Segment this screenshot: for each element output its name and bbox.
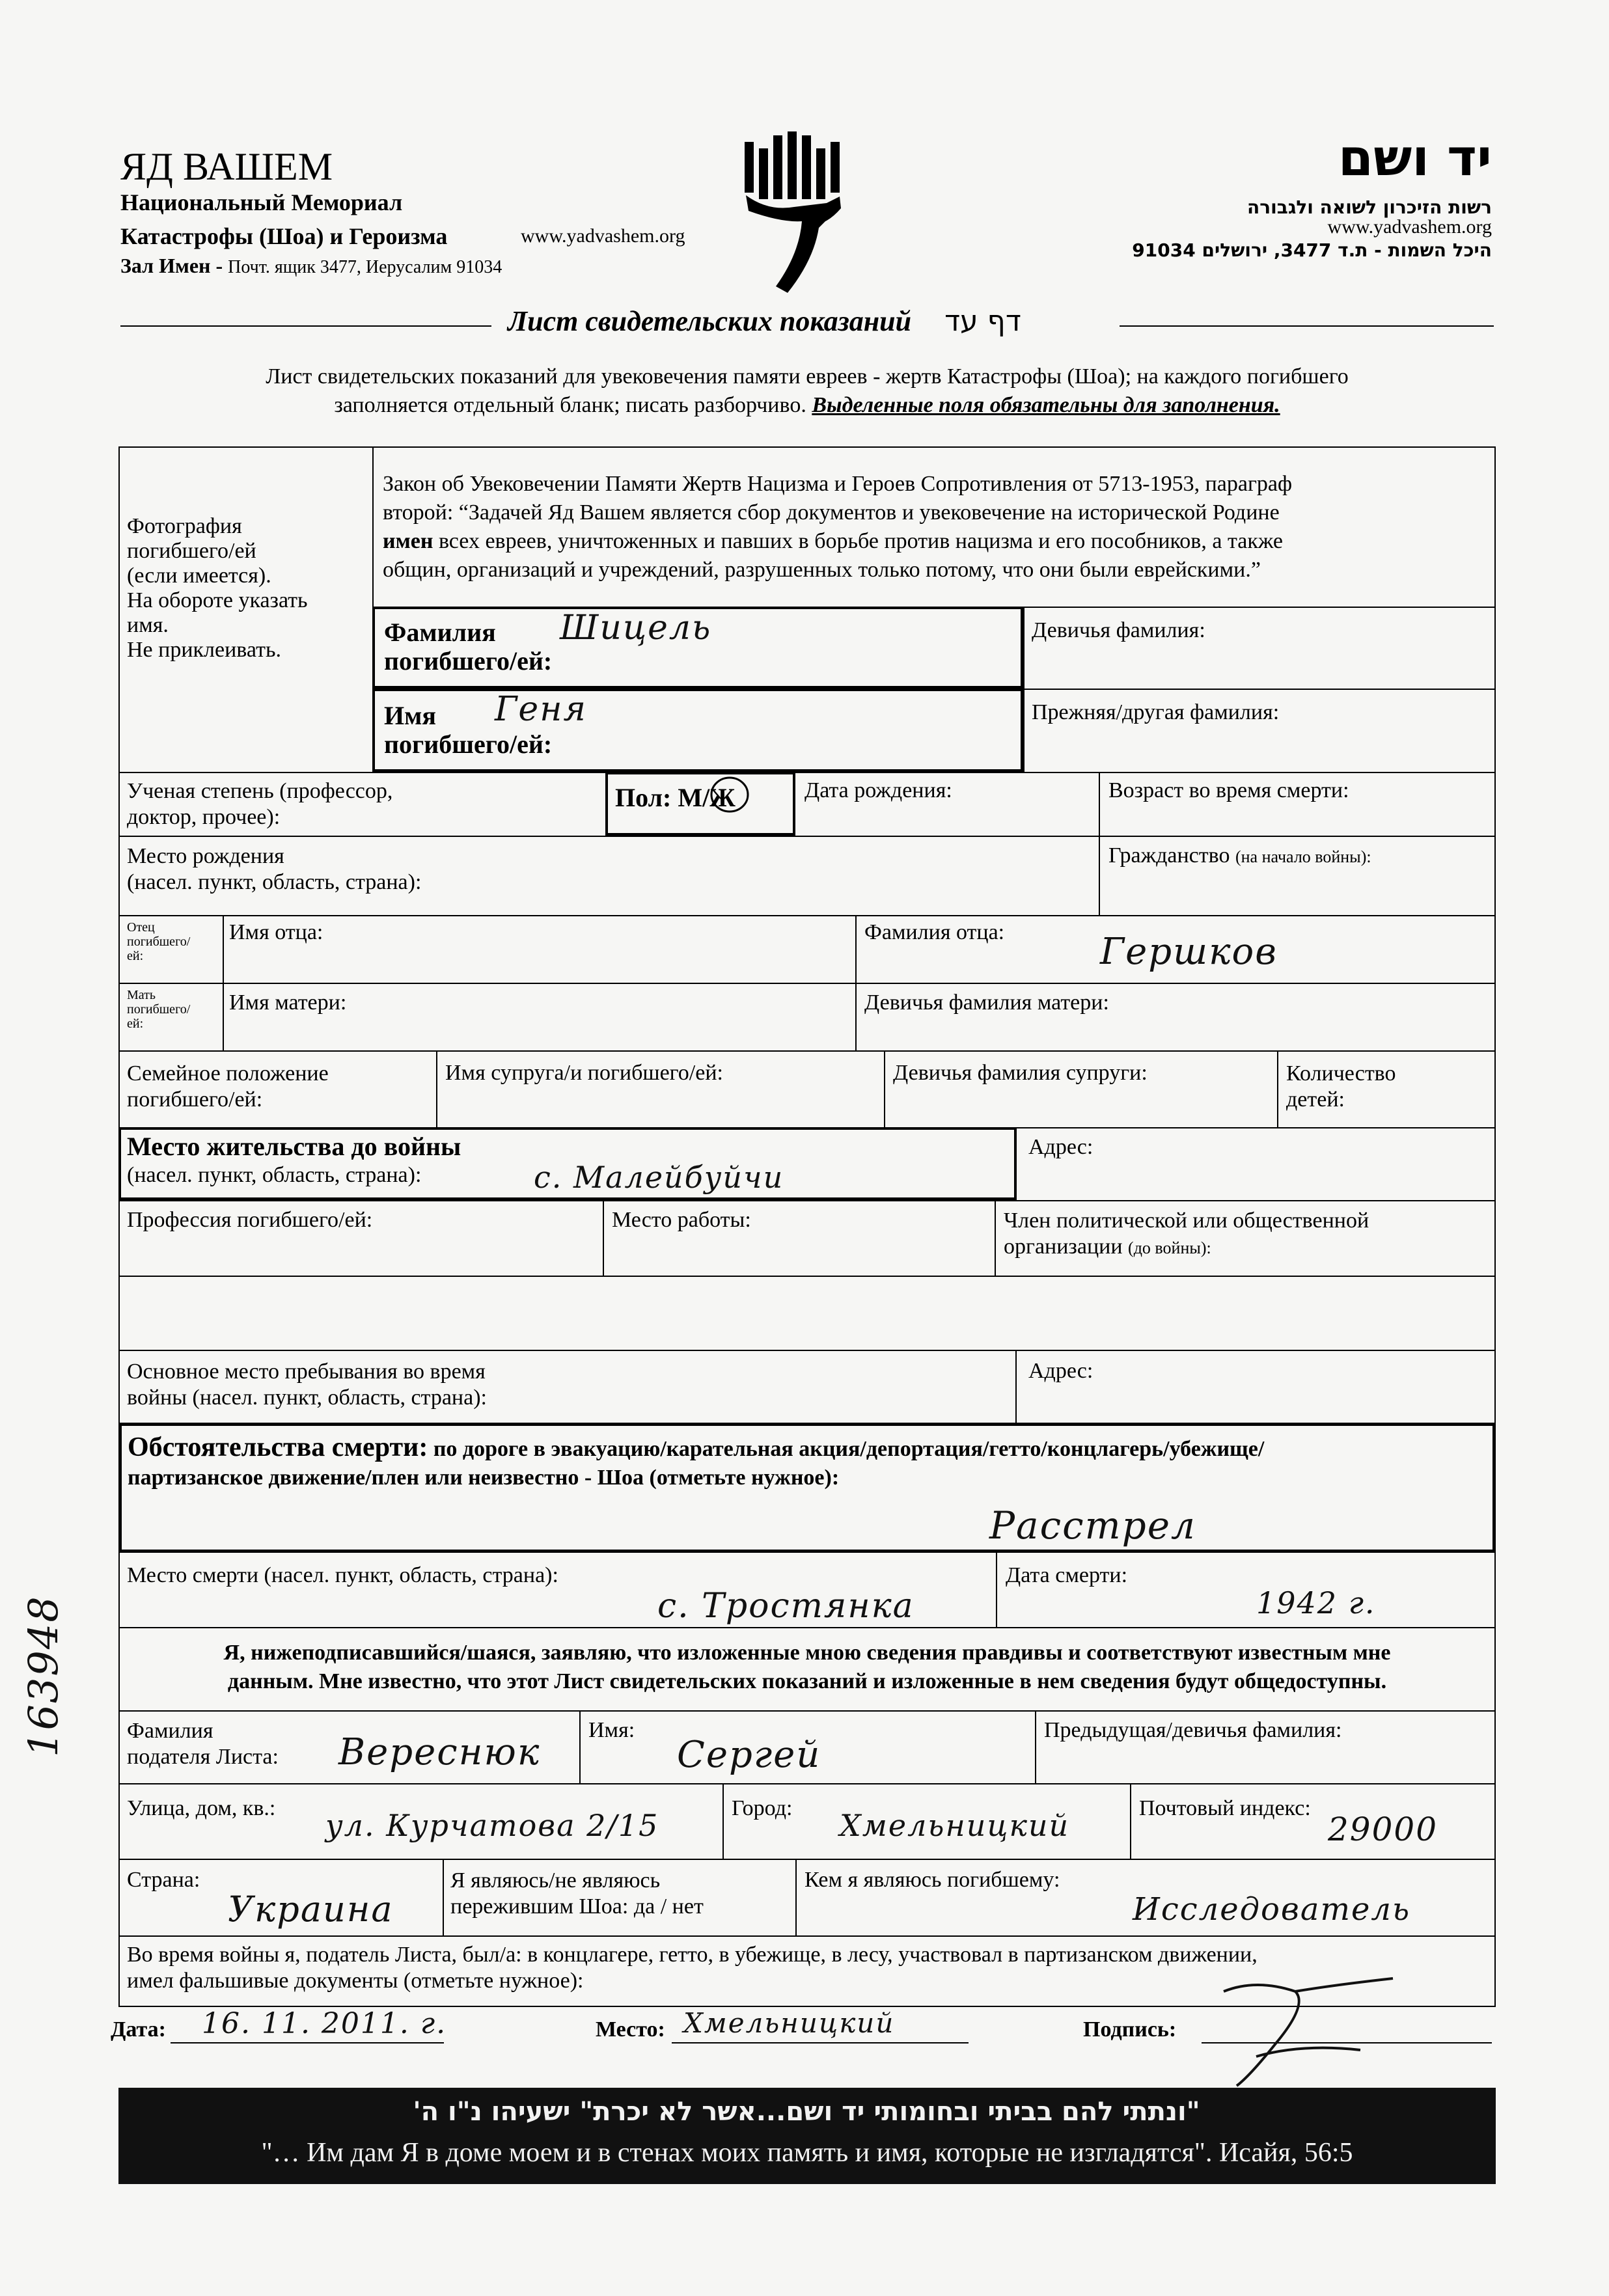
- rule: [1099, 772, 1100, 836]
- hall-of-names-address: Почт. ящик 3477, Иерусалим 91034: [228, 257, 502, 277]
- website-right: www.yadvashem.org: [1327, 216, 1492, 238]
- footer-quote-band: [118, 2088, 1496, 2184]
- submitter-wartime-label: Во время войны я, податель Листа, был/а: в концлагере, гетто, в убежище, в лесу, участвовал в партизанском движении, имел фальшивые документы (отметьте нужное):: [127, 1943, 1258, 1993]
- sign-place-value: Хмельницкий: [683, 2007, 895, 2039]
- he-address: היכל השמות - ת.ד 3477, ירושלים 91034: [1132, 239, 1492, 261]
- photo-note-line: Не приклеивать.: [127, 638, 281, 662]
- rule: [118, 1276, 1496, 1277]
- rule: [118, 915, 1496, 916]
- submitter-name-label: Имя:: [588, 1718, 635, 1742]
- sign-date-value: 16. 11. 2011. г.: [202, 2007, 447, 2040]
- residence-address-label: Адрес:: [1028, 1135, 1093, 1159]
- death-date-value: 1942 г.: [1256, 1585, 1376, 1620]
- photo-note-line: (если имеется).: [127, 564, 271, 588]
- country-label: Страна:: [127, 1868, 200, 1892]
- victim-surname-value: Шицель: [560, 608, 712, 648]
- law-line: общин, организаций и учреждений, разрушенных только потому, что они были еврейскими.”: [383, 558, 1261, 582]
- law-line: Закон об Увековечении Памяти Жертв Нацизма и Героев Сопротивления от 5713-1953, параграф: [383, 472, 1293, 496]
- rule: [794, 772, 795, 836]
- rule: [1130, 1783, 1131, 1859]
- gender-label: Пол: М/Ж: [615, 783, 736, 812]
- zip-value: 29000: [1328, 1811, 1438, 1848]
- rule: [603, 1200, 604, 1276]
- sign-date-label: Дата:: [111, 2017, 166, 2042]
- sign-date-line: [171, 2042, 444, 2043]
- mother-name-label: Имя матери:: [229, 991, 347, 1015]
- city-value: Хмельницкий: [840, 1808, 1070, 1843]
- rule: [118, 1710, 1496, 1712]
- submitter-surname-value: Вереснюк: [338, 1731, 541, 1773]
- residence-label: Место жительства до войны (насел. пункт, область, страна):: [127, 1132, 461, 1187]
- organization-label: Член политической или общественной организации (до войны):: [1004, 1209, 1369, 1259]
- rule: [884, 1050, 885, 1127]
- org-name-ru: ЯД ВАШЕМ: [120, 145, 333, 188]
- rule: [118, 772, 1496, 773]
- website-left: www.yadvashem.org: [521, 225, 685, 247]
- law-line: имен всех евреев, уничтоженных и павших в борьбе против нацизма и его пособников, а также: [383, 529, 1283, 553]
- footer-hebrew-quote: "ונתתי להם בביתי ובחומותי יד ושם...אשר לא יכרת" ישעיהו נ"ו ה': [413, 2097, 1200, 2127]
- intro-emphasis: Выделенные поля обязательны для заполнения.: [812, 393, 1280, 417]
- sign-place-line: [672, 2042, 969, 2043]
- death-circumstances-value: Расстрел: [989, 1503, 1196, 1548]
- rule: [579, 1710, 581, 1783]
- law-line: второй: “Задачей Яд Вашем является сбор документов и увековечение на исторической Родине: [383, 500, 1280, 525]
- rule: [118, 1350, 1496, 1351]
- rule: [995, 1200, 996, 1276]
- children-count-label: Количество детей:: [1286, 1061, 1396, 1112]
- father-surname-value: Гершков: [1100, 931, 1278, 973]
- father-side-label: Отец погибшего/ ей:: [127, 920, 191, 963]
- zip-label: Почтовый индекс:: [1139, 1796, 1311, 1820]
- photo-note: [127, 514, 308, 663]
- profession-label: Профессия погибшего/ей:: [127, 1208, 373, 1232]
- title-rule-right: [1120, 325, 1494, 327]
- former-name-label: Прежняя/другая фамилия:: [1032, 700, 1280, 724]
- submitter-name-value: Сергей: [677, 1734, 821, 1776]
- rule: [118, 1859, 1496, 1860]
- rule: [795, 1859, 797, 1935]
- age-at-death-label: Возраст во время смерти:: [1108, 778, 1349, 802]
- mother-side-label: Мать погибшего/ ей:: [127, 988, 191, 1031]
- form-title-ru: Лист свидетельских показаний: [508, 305, 912, 337]
- intro-line2: [120, 393, 1494, 418]
- rule: [1099, 836, 1100, 915]
- rule: [118, 1050, 1496, 1052]
- submitter-surname-label: Фамилия подателя Листа:: [127, 1719, 279, 1769]
- mother-maiden-label: Девичья фамилия матери:: [864, 991, 1109, 1015]
- birthplace-label: Место рождения (насел. пункт, область, страна):: [127, 844, 422, 894]
- photo-note-line: Фотография: [127, 514, 242, 538]
- gender-selected-circle: [708, 774, 751, 815]
- margin-case-number: 163948: [20, 1595, 67, 1757]
- hall-of-names-label: Зал Имен -: [120, 254, 223, 277]
- victim-surname-label: Фамилия погибшего/ей:: [384, 618, 553, 676]
- rule: [118, 1935, 1496, 1937]
- wartime-place-label: Основное место пребывания во время войны (насел. пункт, область, страна):: [127, 1360, 487, 1410]
- maiden-name-label: Девичья фамилия:: [1032, 618, 1205, 642]
- submitter-prev-label: Предыдущая/девичья фамилия:: [1044, 1718, 1342, 1742]
- death-place-label: Место смерти (насел. пункт, область, страна):: [127, 1563, 558, 1587]
- spouse-maiden-label: Девичья фамилия супруги:: [893, 1061, 1148, 1085]
- rule: [118, 1200, 1496, 1201]
- intro-plain: заполняется отдельный бланк; писать разборчиво.: [334, 393, 812, 417]
- victim-firstname-label: Имя погибшего/ей:: [384, 701, 553, 759]
- footer-russian-quote: "… Им дам Я в доме моем и в стенах моих память и имя, которые не изгладятся". Исайя, 56:5: [261, 2138, 1353, 2168]
- father-name-label: Имя отца:: [229, 920, 323, 944]
- photo-note-line: имя.: [127, 613, 169, 637]
- victim-firstname-value: Геня: [495, 690, 587, 729]
- title-rule-left: [120, 325, 491, 327]
- rule: [443, 1859, 444, 1935]
- birthdate-label: Дата рождения:: [804, 778, 952, 802]
- survivor-label: Я являюсь/не являюсь пережившим Шоа: да / нет: [450, 1868, 704, 1919]
- org-subtitle-line1: Национальный Мемориал: [120, 189, 403, 215]
- form-title-he: דף עד: [944, 305, 1021, 338]
- degree-label: Ученая степень (профессор, доктор, прочее):: [127, 779, 393, 829]
- org-name-he: יד ושם: [1338, 129, 1492, 187]
- residence-value: с. Малейбуйчи: [534, 1160, 784, 1195]
- rule: [118, 836, 1496, 837]
- rule: [118, 983, 1496, 984]
- sign-place-label: Место:: [596, 2017, 665, 2042]
- hall-of-names: [120, 254, 502, 278]
- photo-note-line: На обороте указать: [127, 588, 308, 612]
- spouse-name-label: Имя супруга/и погибшего/ей:: [445, 1061, 723, 1085]
- rule: [722, 1783, 724, 1859]
- citizenship-label: Гражданство (на начало войны):: [1108, 843, 1371, 868]
- photo-note-line: погибшего/ей: [127, 539, 256, 563]
- relation-label: Кем я являюсь погибшему:: [804, 1868, 1060, 1892]
- death-date-label: Дата смерти:: [1006, 1563, 1128, 1587]
- org-subtitle-line2: Катастрофы (Шоа) и Героизма: [120, 223, 448, 249]
- workplace-label: Место работы:: [612, 1208, 751, 1232]
- city-label: Город:: [732, 1796, 793, 1820]
- father-surname-label: Фамилия отца:: [864, 920, 1005, 944]
- rule: [1023, 607, 1025, 772]
- country-value: Украина: [228, 1889, 394, 1930]
- law-text: [383, 470, 1489, 584]
- rule: [118, 1627, 1496, 1628]
- rule: [996, 1553, 997, 1627]
- rule: [1035, 1710, 1036, 1783]
- declaration-text: Я, нижеподписавшийся/шаяся, заявляю, что изложенные мною сведения правдивы и соответствуют известным мне данным. Мне известно, что этот Лист свидетельских показаний и изложенные в нем сведения будут общедоступны.: [223, 1641, 1391, 1693]
- street-value: ул. Курчатова 2/15: [325, 1808, 659, 1843]
- death-circumstances-label: Обстоятельства смерти: по дороге в эвакуацию/карательная акция/депортация/гетто/концлагерь/убежище/ партизанское движение/плен или неизвестно - Шоа (отметьте нужное):: [128, 1432, 1265, 1490]
- signature-label: Подпись:: [1083, 2017, 1177, 2042]
- form-title: [508, 305, 1021, 338]
- rule: [1277, 1050, 1278, 1127]
- death-place-value: с. Тростянка: [657, 1587, 915, 1626]
- wartime-address-label: Адрес:: [1028, 1359, 1093, 1383]
- org-subtitle-he: רשות הזיכרון לשואה ולגבורה: [1247, 197, 1492, 218]
- intro-line1: Лист свидетельских показаний для увековечения памяти евреев - жертв Катастрофы (Шоа); на каждого погибшего: [266, 364, 1349, 389]
- rule: [118, 1783, 1496, 1784]
- marital-status-label: Семейное положение погибшего/ей:: [127, 1061, 329, 1112]
- relation-value: Исследователь: [1133, 1891, 1411, 1928]
- signature-mark: [1198, 1965, 1419, 2096]
- street-label: Улица, дом, кв.:: [127, 1796, 276, 1820]
- rule: [436, 1050, 437, 1127]
- rule: [1015, 1350, 1017, 1425]
- yad-vashem-logo: [742, 130, 846, 299]
